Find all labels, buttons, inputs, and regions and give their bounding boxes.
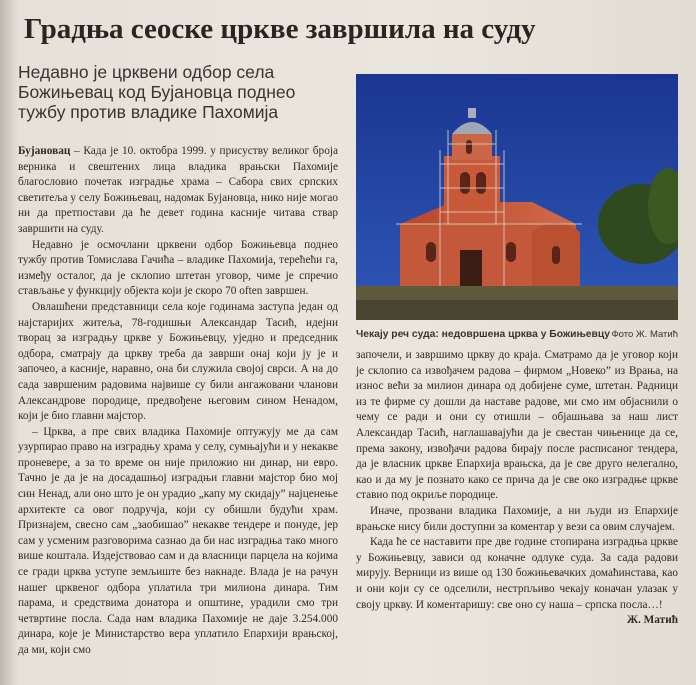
article-paragraph-3: Овлашћени представници села које годинама заступа један од најстаријих житеља, 78-годишњи Александар Тасић, идејни творац за изградњу цркве у Божињевцу, уједно и председник одбора, сматрају да цркву треба да заврши онај који ју је и започео, а касније, наравно, она би служила својој сврси. А на до сада завршеним радовима највише су били ангажовани чланови Александрове породице, предвођене његовим сином Ненадом, који је био главни мајстор. [18, 300, 338, 423]
caption-text: Чекају реч суда: недовршена црква у Божињевцу [356, 329, 610, 340]
headline: Градња сеоске цркве завршила на суду [24, 13, 536, 45]
article-paragraph-1: Бујановац – Када је 10. октобра 1999. у присуству великог броја верника и свештених лица владика врањски Пахомије благословио почетак изградње храма – Сабора свих српских светитеља у селу Божињевац, надомак Бујановца, нико није могао ни да претпостави да ће девет година касније читава ствар завршити на суду. [18, 145, 338, 235]
photo-credit: Фото Ж. Матић [611, 329, 678, 340]
article-paragraph-7: Када ће се наставити пре две године стопирана изградња цркве у Божињевцу, зависи од коначне одлуке суда. За сада радови мирују. Верници из више од 130 божињевачких домаћинстава, као и они који су се одселили, нестрпљиво чекају коначан улазак у своју цркву. И коментаришу: све оно су наша – српска посла…! [356, 536, 678, 611]
photo-caption [356, 328, 678, 344]
byline: Ж. Матић [626, 614, 678, 627]
article-column-left [18, 144, 338, 659]
article-paragraph-6: Иначе, прозвани владика Пахомије, а ни људи из Епархије врањске нису били доступни за коментар у вези са овим случајем. [356, 504, 678, 533]
article-column-right [356, 348, 678, 629]
article-paragraph-4: – Црква, а пре свих владика Пахомије оптужују ме да сам узурпирао право на изградњу храма у селу, сумњајући и у некакве проневере, а за то време он није приложио ни динар, ни евро. Тачно је да је на досадашњој изградњи главни мајстор био мој син Ненад, али оно што је он урадио „капу му скидају” најценење архитекте са овог подручја, који су обишли будући храм. Признајем, свесно сам „заобишао” некакве тендере и понуде, јер сам у усменим разговорима сазнао да би нас изградња тако много више коштала. Издејствовао сам и да власници парцела на којима се гради црква уступе земљиште без накнаде. Влада је на рачун нашег црквеног одбора уплатила три милиона динара. Тим парама, и средствима донатора и општине, урадили смо три четвртине посла. Сада нам владика Пахомије не даје 3.254.000 динара, које је Министарство вера уплатило Епархији врањској, да ми, који смо [18, 425, 338, 656]
subheadline: Недавно је црквени одбор села Божињевац код Бујановца поднео тужбу против владике Пахомија [18, 62, 296, 122]
dateline: Бујановац [18, 145, 71, 157]
article-paragraph-5: започели, и завршимо цркву до краја. Сматрамо да је уговор који је склопио са извођачем радова – фирмом „Новеко” из Врања, на износ већи за милион динара од добијене суме, штетан. Радници из те фирме су дошли да наставе радове, ми смо им објаснили о чему се ради и они су отишли – објашњава за наш лист Александар Тасић, наглашавајући да је свестан чињенице да се, према закону, извођачи радова бирају после расписаног тендера, да је власник цркве Епархија врањска, да је све друго нелегално, као и да му је познато како се прича да је све око изградње цркве ставио под окриље породице. [356, 349, 678, 502]
church-photo [356, 74, 678, 320]
church-illustration [356, 74, 678, 320]
article-paragraph-2: Недавно је осмочлани црквени одбор Божињевца поднео тужбу против Томислава Гачића – владике Пахомија, терећећи га, између осталог, да је склопио штетан уговор, чиме је спречио стављање у функцију објекта који је скоро 70 often завршен. [18, 238, 338, 298]
